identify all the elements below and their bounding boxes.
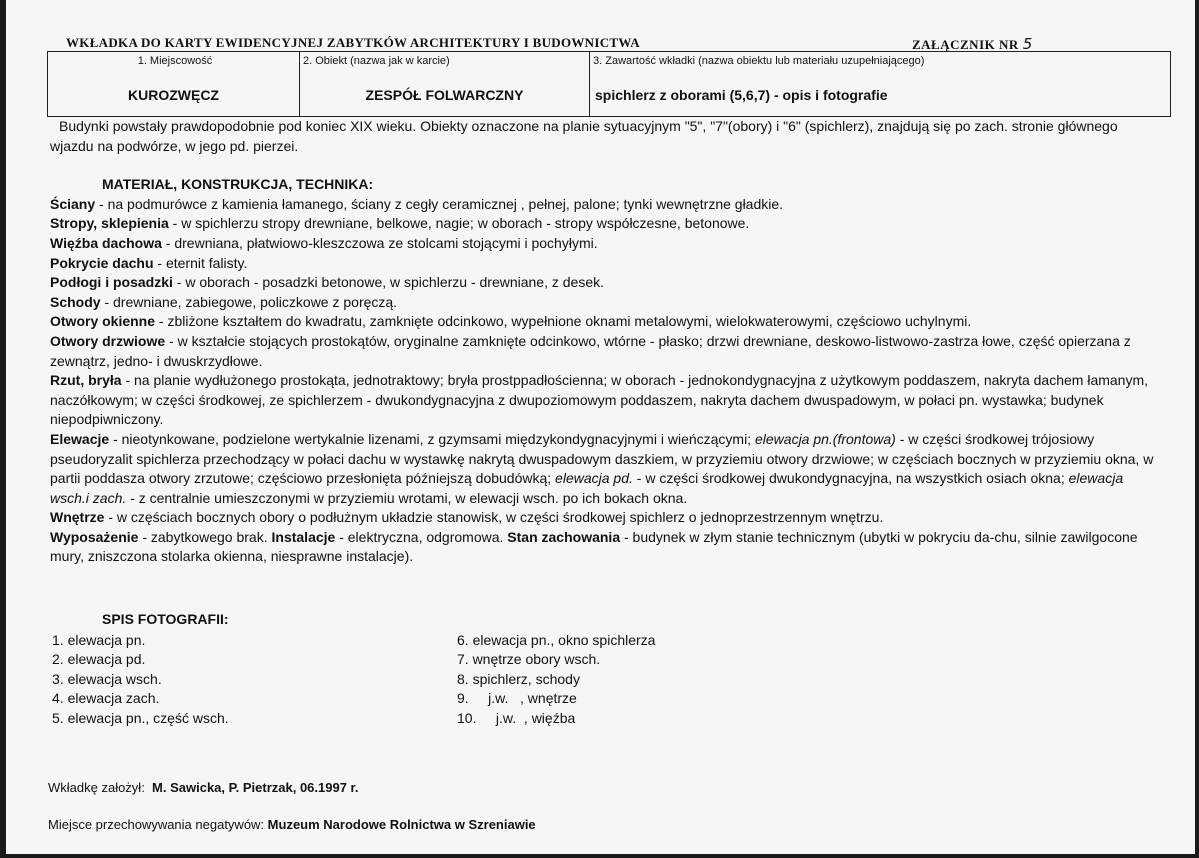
condition-text: - budynek w złym stanie technicznym (ubytki w pokryciu da-chu, silnie zawilgocone mury, zniszczona stolarka okienna, niesprawne instalacje). [50,528,1138,565]
elevations-label: Elewacje [50,430,110,447]
elevations-text-3: - w części środkowej dwukondygnacyjna, na wszystkich osiach okna; [632,470,1069,487]
floors-label: Podłogi i posadzki [50,274,173,291]
storage-label: Miejsce przechowywania negatywów: [48,817,265,832]
ceilings-entry [50,214,1160,234]
scan-edge-left [0,0,6,858]
doors-label: Otwory drzwiowe [50,332,166,349]
locality-cell [48,52,300,117]
content-value: spichlerz z oborami (5,6,7) - opis i fotografie [595,87,888,103]
stairs-label: Schody [50,293,101,310]
doors-text: - w kształcie stojących prostokątów, oryginalne zamknięte odcinkowo, wtórne - płasko; drzwi drewniane, deskowo-listwowo-zastrza łowe, część opierzana z zewnątrz, jedno- i dwuskrzydłowe. [50,332,1131,369]
elevation-south-label: elewacja pd. [555,470,633,487]
interior-entry [50,508,1160,528]
object-label: 2. Obiekt (nazwa jak w karcie) [303,55,450,67]
plan-entry [50,371,1160,430]
plan-text: - na planie wydłużonego prostokąta, jednotraktowy; bryła prostppadłościenna; w oborach - jednokondygnacyjna z użytkowym poddaszem, nakryta dachem łamanym, naczółkowym; w części środkowej, ze spichlerzem - dwukondygnacyjna z dwupoziomowym poddaszem, nakryta dachem dwuspadowym, w połaci pn. wystawka; budynek niepodpiwniczony. [50,372,1149,428]
equipment-text: - zabytkowego brak. [138,528,272,545]
annex-number: 5 [1022,35,1033,53]
ceilings-label: Stropy, sklepienia [50,215,169,232]
metadata-table [47,51,1171,117]
elevation-east-west-label: elewacja wsch.i zach. [50,470,1124,506]
roof-text: - eternit falisty. [153,254,248,271]
founder-label: Wkładkę założył: [48,780,145,795]
content-label: 3. Zawartość wkładki (nazwa obiektu lub materiału uzupełniającego) [593,55,925,67]
windows-label: Otwory okienne [50,313,156,330]
founder-line [48,780,359,795]
founder-value: M. Sawicka, P. Pietrzak, 06.1997 r. [152,780,359,795]
photo-item: 6. elewacja pn., okno spichlerza [457,631,656,648]
windows-entry [50,312,1160,332]
elevations-entry [50,430,1160,508]
photo-list-right [457,631,655,729]
description-body [50,117,1160,567]
photo-item: 4. elewacja zach. [52,690,160,707]
photo-item: 5. elewacja pn., część wsch. [52,709,229,726]
storage-value: Muzeum Narodowe Rolnictwa w Szreniawie [267,817,536,832]
ceilings-text: - w spichlerzu stropy drewniane, belkowe, nagie; w oborach - stropy współczesne, betonowe. [168,215,750,232]
material-heading: MATERIAŁ, KONSTRUKCJA, TECHNIKA: [102,176,374,193]
annex-label-text: ZAŁĄCZNIK NR [912,37,1019,52]
locality-label: 1. Miejscowość [137,55,213,67]
truss-text: - drewniana, płatwiowo-kleszczowa ze stolcami stojącymi i pochyłymi. [161,234,598,251]
locality-value: KUROZWĘCZ [128,87,219,103]
equipment-label: Wyposażenie [50,528,139,545]
stairs-entry [50,293,1160,313]
object-cell [300,52,590,117]
photo-item: 3. elewacja wsch. [52,670,162,687]
installations-text: - elektryczna, odgromowa. [335,528,508,545]
scan-edge-right [1195,0,1199,858]
elevations-text-4: - z centralnie umieszczonymi w przyziemiu wrotami, w elewacji wsch. po ich bokach okna. [126,489,688,506]
intro-paragraph: Budynki powstały prawdopodobnie pod koniec XIX wieku. Obiekty oznaczone na planie sytuacyjnym "5", "7"(obory) i "6" (spichlerz), znajdują się po zach. stronie głównego wjazdu na podwórze, w jego pd. pierzei. [50,118,1118,154]
condition-label: Stan zachowania [507,528,621,545]
photo-list-left [52,631,457,729]
doors-entry [50,332,1160,371]
plan-label: Rzut, bryła [50,372,122,389]
photo-item: 1. elewacja pn. [52,631,146,648]
object-value: ZESPÓŁ FOLWARCZNY [365,87,524,103]
truss-entry [50,234,1160,254]
interior-label: Wnętrze [50,509,105,526]
photo-item: 7. wnętrze obory wsch. [457,651,601,668]
walls-entry [50,195,1160,215]
stairs-text: - drewniane, zabiegowe, policzkowe z poręczą. [100,293,398,310]
elevations-text-1: - nieotynkowane, podzielone wertykalnie lizenami, z gzymsami międzykondygnacyjnymi i wieńczącymi; [109,430,755,447]
photo-item: 8. spichlerz, schody [457,670,580,687]
negatives-storage-line [48,817,536,832]
elevation-north-label: elewacja pn.(frontowa) [754,430,896,447]
content-cell [590,52,1171,117]
walls-label: Ściany [50,195,96,212]
photo-item: 9. j.w. , wnętrze [457,690,577,707]
elevations-text-2: - w części środkowej trójosiowy pseudoryzalit spichlerza przechodzący w połaci dachu w wystawkę nakrytą dwuspadowym daszkiem, w przyziemiu otwory drzwiowe; w częściach bocznych w przyziemiu okna, w partii poddasza otwory zrzutowe; częściowo przesłonięta późniejszą dobudówką; [50,430,1154,487]
windows-text: - zbliżone kształtem do kwadratu, zamknięte odcinkowo, wypełnione oknami metalowymi, wielokwaterowymi, częściowo uchylnymi. [155,313,972,330]
roof-entry [50,254,1160,274]
installations-label: Instalacje [271,528,336,545]
photo-list-heading: SPIS FOTOGRAFII: [102,611,229,627]
scan-edge-bottom [0,854,1199,858]
floors-entry [50,273,1160,293]
photo-list-columns [52,631,752,729]
floors-text: - w oborach - posadzki betonowe, w spichlerzu - drewniane, z desek. [172,274,605,291]
photo-item: 10. j.w. , więźba [457,709,576,726]
walls-text: - na podmurówce z kamienia łamanego, ściany z cegły ceramicznej , pełnej, palone; tynki wewnętrzne gładkie. [95,195,784,212]
truss-label: Więźba dachowa [50,234,162,251]
photo-item: 2. elewacja pd. [52,651,146,668]
equipment-entry [50,528,1160,567]
interior-text: - w częściach bocznych obory o podłużnym układzie stanowisk, w części środkowej spichlerz o jednoprzestrzennym wnętrzu. [104,509,884,526]
roof-label: Pokrycie dachu [50,254,154,271]
photo-list-section [52,610,752,729]
document-title: WKŁADKA DO KARTY EWIDENCYJNEJ ZABYTKÓW ARCHITEKTURY I BUDOWNICTWA [66,35,640,50]
